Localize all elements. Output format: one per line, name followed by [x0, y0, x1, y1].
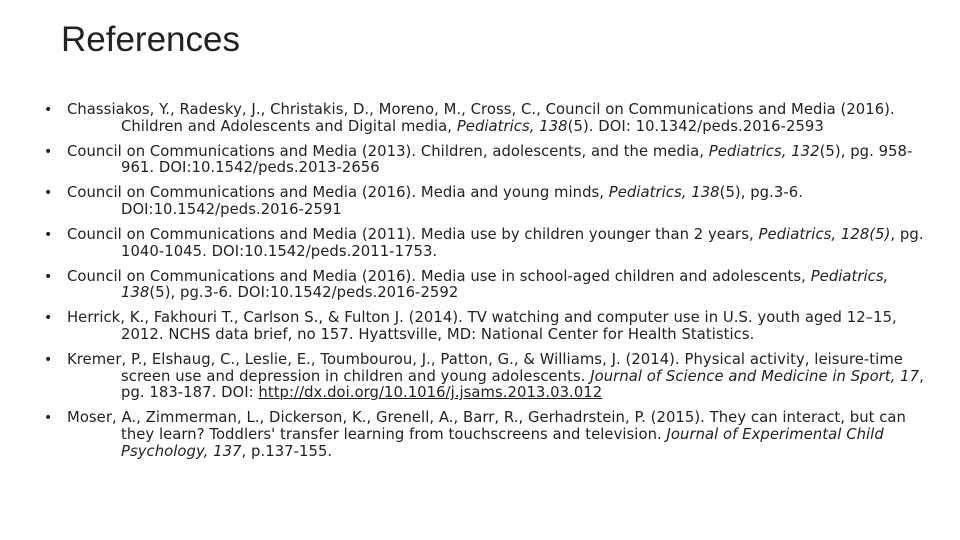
- doi-link[interactable]: http://dx.doi.org/10.1016/j.jsams.2013.03.012: [258, 384, 603, 402]
- reference-text: Council on Communications and Media (2013). Children, adolescents, and the media,: [67, 142, 709, 160]
- journal-title: Pediatrics, 128(5): [758, 226, 891, 244]
- reference-text: , pg. 183-187. DOI:: [121, 367, 924, 402]
- reference-text: Moser, A., Zimmerman, L., Dickerson, K., Grenell, A., Barr, R., Gerhadrstein, P. (2015). They can interact, but can they learn? Toddlers' transfer learning from touchscreens and television.: [67, 409, 906, 443]
- bullet-icon: •: [44, 143, 53, 160]
- bullet-icon: •: [44, 102, 53, 118]
- reference-item: [44, 144, 924, 177]
- reference-text: , pg. 1040-1045. DOI:10.1542/peds.2011-1753.: [121, 226, 924, 260]
- slide-title: References: [61, 20, 240, 59]
- reference-item: [44, 310, 924, 343]
- bullet-icon: •: [44, 410, 53, 427]
- journal-title: Pediatrics, 138: [456, 117, 568, 135]
- bullet-icon: •: [44, 352, 53, 369]
- bullet-icon: •: [44, 185, 53, 202]
- reference-item: [44, 185, 924, 218]
- reference-text: Council on Communications and Media (2016). Media use in school-aged children and adolescents,: [67, 267, 811, 285]
- reference-item: [44, 410, 924, 460]
- journal-title: Journal of Science and Medicine in Sport, 17: [590, 367, 920, 385]
- reference-item: [44, 269, 924, 302]
- reference-text: (5). DOI: 10.1342/peds.2016-2593: [567, 117, 824, 135]
- reference-text: (5), pg.3-6. DOI:10.1542/peds.2016-2592: [149, 284, 459, 302]
- reference-text: Chassiakos, Y., Radesky, J., Christakis, D., Moreno, M., Cross, C., Council on Communications and Media (2016). Children and Adolescents and Digital media,: [67, 101, 895, 135]
- reference-text: (5), pg.3-6. DOI:10.1542/peds.2016-2591: [121, 184, 803, 218]
- reference-text: Kremer, P., Elshaug, C., Leslie, E., Toumbourou, J., Patton, G., & Williams, J. (2014). Physical activity, leisure-time screen use and depression in children and young adolescents.: [67, 351, 903, 385]
- journal-title: Pediatrics, 138: [608, 184, 720, 202]
- reference-text: , p.137-155.: [241, 442, 333, 460]
- bullet-icon: •: [44, 310, 53, 327]
- bullet-icon: •: [44, 268, 53, 285]
- reference-item: [44, 352, 924, 402]
- journal-title: Pediatrics, 132: [708, 142, 820, 160]
- reference-item: [44, 102, 924, 135]
- journal-title: Journal of Experimental Child Psychology, 137: [121, 426, 884, 460]
- reference-text: (5), pg. 958-961. DOI:10.1542/peds.2013-2656: [121, 142, 913, 177]
- bullet-icon: •: [44, 227, 53, 244]
- journal-title: Pediatrics, 138: [121, 267, 889, 302]
- reference-text: Herrick, K., Fakhouri T., Carlson S., & Fulton J. (2014). TV watching and computer use in U.S. youth aged 12–15, 2012. NCHS data brief, no 157. Hyattsville, MD: National Center for Health Statistics.: [67, 309, 897, 344]
- reference-text: Council on Communications and Media (2011). Media use by children younger than 2 years,: [67, 226, 759, 244]
- reference-list: [44, 102, 924, 469]
- reference-text: Council on Communications and Media (2016). Media and young minds,: [67, 184, 609, 202]
- reference-item: [44, 227, 924, 260]
